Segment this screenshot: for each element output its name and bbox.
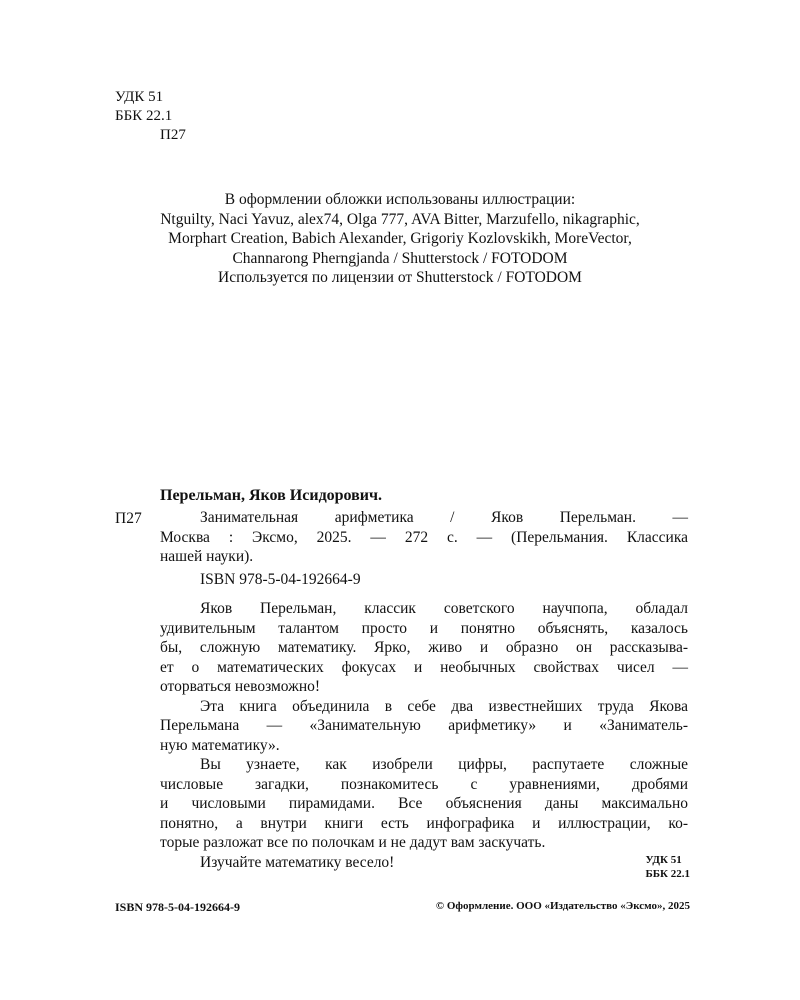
credits-line: В оформлении обложки использованы иллюстрации: (224, 191, 576, 208)
small-udk-code: УДК 51 (645, 854, 682, 866)
annotation-line: Перельмана — «Занимательную арифметику» и «Заниматель- (160, 717, 688, 734)
description-line: Москва : Эксмо, 2025. — 272 с. — (Перельмания. Классика (160, 528, 688, 546)
author-heading: Перельман, Яков Исидорович. (160, 487, 383, 504)
footer-copyright: © Оформление. ООО «Издательство «Эксмо», 2025 (435, 900, 690, 912)
bibliographic-description (160, 508, 688, 567)
small-bbk-code: ББК 22.1 (645, 868, 690, 880)
annotation-line: Эта книга объединила в себе два известнейших труда Якова (200, 697, 688, 715)
annotation-line: Вы узнаете, как изобрели цифры, распутаете сложные (200, 756, 688, 773)
annotation-line: понятно, а внутри книги есть инфографика и иллюстрации, ко- (160, 814, 688, 832)
annotation-line: удивительным талантом просто и понятно объяснять, казалось (160, 619, 688, 637)
bbk-code: ББК 22.1 (115, 108, 173, 124)
annotation-line: Изучайте математику весело! (200, 853, 395, 871)
annotation-line: ет о математических фокусах и необычных свойствах чисел — (160, 658, 688, 676)
footer-isbn: ISBN 978-5-04-192664-9 (115, 900, 240, 914)
annotation-line: оторваться невозможно! (160, 678, 321, 695)
annotation-line: числовые загадки, познакомитесь с уравнениями, дробями (160, 775, 688, 793)
small-classification-codes (645, 853, 690, 881)
credits-line: Ntguilty, Naci Yavuz, alex74, Olga 777, AVA Bitter, Marzufello, nikagraphic, (160, 210, 640, 228)
annotation-line: торые разложат все по полочкам и не дадут вам заскучать. (160, 834, 546, 851)
annotation-line: бы, сложную математику. Ярко, живо и образно он рассказыва- (160, 639, 688, 656)
annotation-line: ную математику». (160, 736, 280, 754)
cover-illustration-credits (100, 190, 700, 288)
credits-line: Используется по лицензии от Shutterstock / FOTODOM (218, 269, 582, 286)
index-code: П27 (115, 510, 142, 527)
credits-line: Channarong Pherngjanda / Shutterstock / FOTODOM (232, 249, 568, 267)
annotation-line: и числовыми пирамидами. Все объяснения даны максимально (160, 795, 688, 812)
description-line: Занимательная арифметика / Яков Перельман. — (200, 509, 688, 526)
udk-code: УДК 51 (115, 89, 164, 105)
author-mark: П27 (160, 127, 186, 143)
annotation (160, 599, 688, 872)
credits-line: Morphart Creation, Babich Alexander, Grigoriy Kozlovskikh, MoreVector, (168, 230, 632, 247)
description-line: нашей науки). (160, 548, 254, 565)
annotation-line: Яков Перельман, классик советского научпопа, обладал (200, 600, 688, 617)
classification-codes (115, 88, 186, 145)
isbn: ISBN 978-5-04-192664-9 (200, 571, 361, 588)
